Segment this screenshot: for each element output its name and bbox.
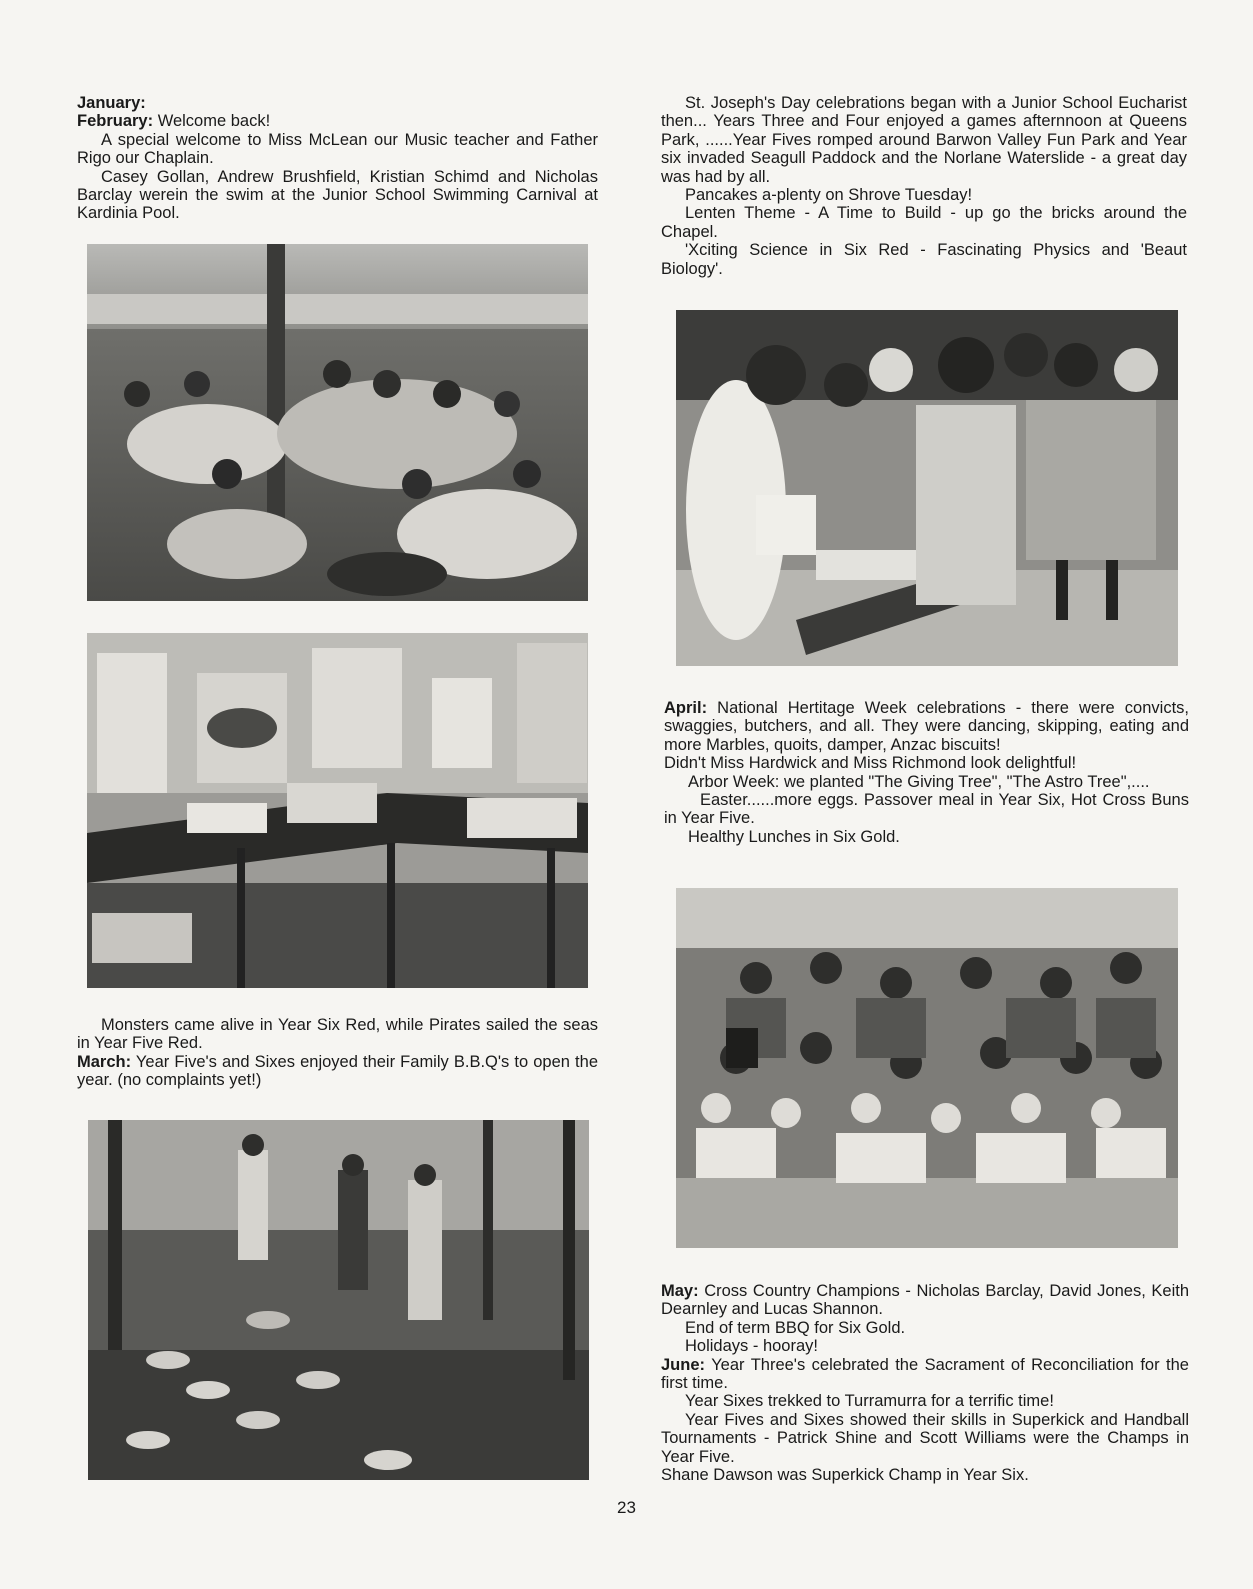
swimming-carnival-photo xyxy=(87,244,588,601)
monsters-march-section xyxy=(77,1016,598,1090)
science-paragraph: 'Xciting Science in Six Red - Fascinating Physics and 'Beaut Biology'. xyxy=(661,241,1187,278)
april-heading: April: xyxy=(664,699,708,717)
march-heading: March: xyxy=(77,1052,132,1071)
turramurra-line: Year Sixes trekked to Turramurra for a terrific time! xyxy=(685,1392,1054,1411)
april-text: National Hertitage Week celebrations - there were convicts, swaggies, butchers, and all. They were dancing, skipping, eating and more Marbles, quoits, damper, Anzac biscuits! xyxy=(664,699,1189,754)
may-heading: May: xyxy=(661,1282,699,1300)
superkick-handball-line: Year Fives and Sixes showed their skills in Superkick and Handball Tournaments - Patrick Shine and Scott Williams were the Champs in Year Five. xyxy=(661,1410,1189,1466)
hardwick-line: Didn't Miss Hardwick and Miss Richmond look delightful! xyxy=(664,754,1077,773)
healthy-lunches-line: Healthy Lunches in Six Gold. xyxy=(688,827,900,846)
st-josephs-section xyxy=(661,94,1187,278)
page-number: 23 xyxy=(617,1498,636,1517)
june-text: Year Three's celebrated the Sacrament of Reconciliation for the first time. xyxy=(661,1355,1189,1393)
may-text: Cross Country Champions - Nicholas Barclay, David Jones, Keith Dearnley and Lucas Shannon. xyxy=(661,1282,1189,1319)
holidays-line: Holidays - hooray! xyxy=(685,1337,818,1356)
pancakes-paragraph: Pancakes a-plenty on Shrove Tuesday! xyxy=(685,186,973,205)
lenten-paragraph: Lenten Theme - A Time to Build - up go the bricks around the Chapel. xyxy=(661,204,1187,241)
bbq-line: End of term BBQ for Six Gold. xyxy=(685,1318,906,1337)
ducks-lake-photo xyxy=(88,1120,589,1480)
superkick-champ-line: Shane Dawson was Superkick Champ in Year Six. xyxy=(661,1466,1029,1485)
arbor-week-line: Arbor Week: we planted "The Giving Tree", "The Astro Tree",.... xyxy=(688,772,1150,791)
january-february-section xyxy=(77,94,598,223)
june-heading: June: xyxy=(661,1355,706,1374)
monsters-paragraph: Monsters came alive in Year Six Red, while Pirates sailed the seas in Year Five Red. xyxy=(77,1016,598,1053)
classroom-monsters-photo xyxy=(87,633,588,988)
february-text: Welcome back! xyxy=(153,112,271,131)
heritage-week-photo xyxy=(676,888,1178,1248)
swimming-paragraph: Casey Gollan, Andrew Brushfield, Kristian Schimd and Nicholas Barclay werein the swim at the Junior School Swimming Carnival at Kardinia Pool. xyxy=(77,167,598,223)
pancake-serving-photo xyxy=(676,310,1178,666)
february-heading: February: xyxy=(77,112,154,131)
easter-line: Easter......more eggs. Passover meal in Year Six, Hot Cross Buns in Year Five. xyxy=(664,791,1189,828)
march-text: Year Five's and Sixes enjoyed their Family B.B.Q's to open the year. (no complaints yet!) xyxy=(77,1052,598,1090)
welcome-paragraph: A special welcome to Miss McLean our Music teacher and Father Rigo our Chaplain. xyxy=(77,130,598,168)
may-june-section xyxy=(661,1282,1189,1484)
january-heading: January: xyxy=(77,94,146,112)
st-josephs-paragraph: St. Joseph's Day celebrations began with a Junior School Eucharist then... Years Three and Four enjoyed a games afternnoon at Queens Park, ......Year Fives romped around Barwon Valley Fun Park and Year six invaded Seagull Paddock and the Norlane Waterslide - a great day was had by all. xyxy=(661,94,1187,186)
april-section xyxy=(664,699,1189,846)
